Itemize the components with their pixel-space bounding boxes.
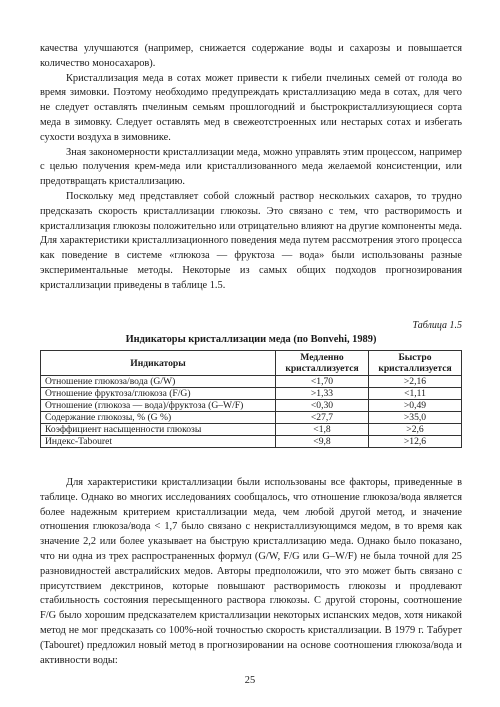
column-header: Медленно кристаллизуется bbox=[276, 351, 369, 376]
page-number: 25 bbox=[244, 675, 256, 686]
table-cell: >2,16 bbox=[369, 376, 462, 388]
table-row bbox=[41, 388, 462, 400]
table-row bbox=[41, 376, 462, 388]
table-cell: >2,6 bbox=[369, 424, 462, 436]
column-header: Индикаторы bbox=[41, 351, 276, 376]
table-row bbox=[41, 400, 462, 412]
table-cell: Отношение (глюкоза — вода)/фруктоза (G–W/F) bbox=[41, 400, 276, 412]
table-header-row bbox=[41, 351, 462, 376]
table-cell: >12,6 bbox=[369, 436, 462, 448]
table-row bbox=[41, 424, 462, 436]
table-cell: Содержание глюкозы, % (G %) bbox=[41, 412, 276, 424]
table-cell: <1,8 bbox=[276, 424, 369, 436]
table-cell: >35,0 bbox=[369, 412, 462, 424]
table-row bbox=[41, 412, 462, 424]
table-cell: Индекс-Tabouret bbox=[41, 436, 276, 448]
paragraph: качества улучшаются (например, снижается содержание воды и сахарозы и повышается количество моносахаров). bbox=[40, 43, 462, 69]
table-cell: >1,33 bbox=[276, 388, 369, 400]
table-title: Индикаторы кристаллизации меда (по Bonvehi, 1989) bbox=[125, 334, 377, 345]
table-cell: <9,8 bbox=[276, 436, 369, 448]
table-cell: <27,7 bbox=[276, 412, 369, 424]
table-cell: <0,30 bbox=[276, 400, 369, 412]
table-cell: <1,11 bbox=[369, 388, 462, 400]
table-row bbox=[41, 436, 462, 448]
table-caption: Таблица 1.5 bbox=[412, 320, 462, 331]
table-cell: <1,70 bbox=[276, 376, 369, 388]
paragraph: Кристаллизация меда в сотах может привести к гибели пчелиных семей от голода во время зимовки. Поэтому необходимо предупреждать кристаллизацию меда в сотах, для чего не следует оставлять пчелиным семьям прошлогодний и быстрокристаллизующиеся сорта меда в зимовку. Следует оставлять мед в свежеотстроенных или нестарых сотах и избегать сухости воздуха в зимовнике. bbox=[40, 72, 462, 143]
body-text-top bbox=[40, 42, 462, 294]
table-cell: Коэффициент насыщенности глюкозы bbox=[41, 424, 276, 436]
paragraph: Поскольку мед представляет собой сложный раствор нескольких сахаров, то трудно предсказать скорость кристаллизации глюкозы. Это связано с тем, что растворимость и кристаллизация глюкозы положительно или отрицательно влияют на другие компоненты меда. Для характеристики кристаллизационного поведения меда путем рассмотрения этого процесса как поведение в системе «глюкоза — фруктоза — вода» были использованы разные экспериментальные методы. Некоторые из самых общих подходов прогнозирования кристаллизации приведены в таблице 1.5. bbox=[40, 190, 462, 291]
table-cell: >0,49 bbox=[369, 400, 462, 412]
paragraph: Зная закономерности кристаллизации меда, можно управлять этим процессом, например с целью получения крем-меда или кристаллизованного меда желаемой консистенции, или предотвращать кристаллизацию. bbox=[40, 146, 462, 188]
paragraph: Для характеристики кристаллизации были использованы все факторы, приведенные в таблице. Однако во многих исследованиях сообщалось, что отношение глюкоза/вода является более надежным критерием кристаллизации меда, чем любой другой метод, и значение отношения глюкоза/вода < 1,7 было связано с некристаллизующимся медом, в то время как значение 2,2 или более указывает на быструю кристаллизацию меда. Однако было показано, что ни одна из трех распространенных формул (G/W, F/G или G–W/F) не была точной для 25 разновидностей австралийских медов. Авторы предположили, что это может быть связано с присутствием декстринов, которые повышают растворимость глюкозы и продлевают стабильность состояния пересыщенного раствора глюкозы. С другой стороны, соотношение F/G было хорошим предсказателем кристаллизации некоторых испанских медов, хотя никакой метод не мог предсказать со 100%-ной точностью скорость кристаллизации. В 1979 г. Табурет (Tabouret) предложил новый метод в прогнозировании на основе соотношения глюкоза/вода и активности воды: bbox=[40, 477, 462, 666]
column-header: Быстро кристаллизуется bbox=[369, 351, 462, 376]
crystallization-indicators-table bbox=[40, 350, 462, 448]
table-cell: Отношение глюкоза/вода (G/W) bbox=[41, 376, 276, 388]
table-cell: Отношение фруктоза/глюкоза (F/G) bbox=[41, 388, 276, 400]
body-text-bottom bbox=[40, 476, 462, 668]
